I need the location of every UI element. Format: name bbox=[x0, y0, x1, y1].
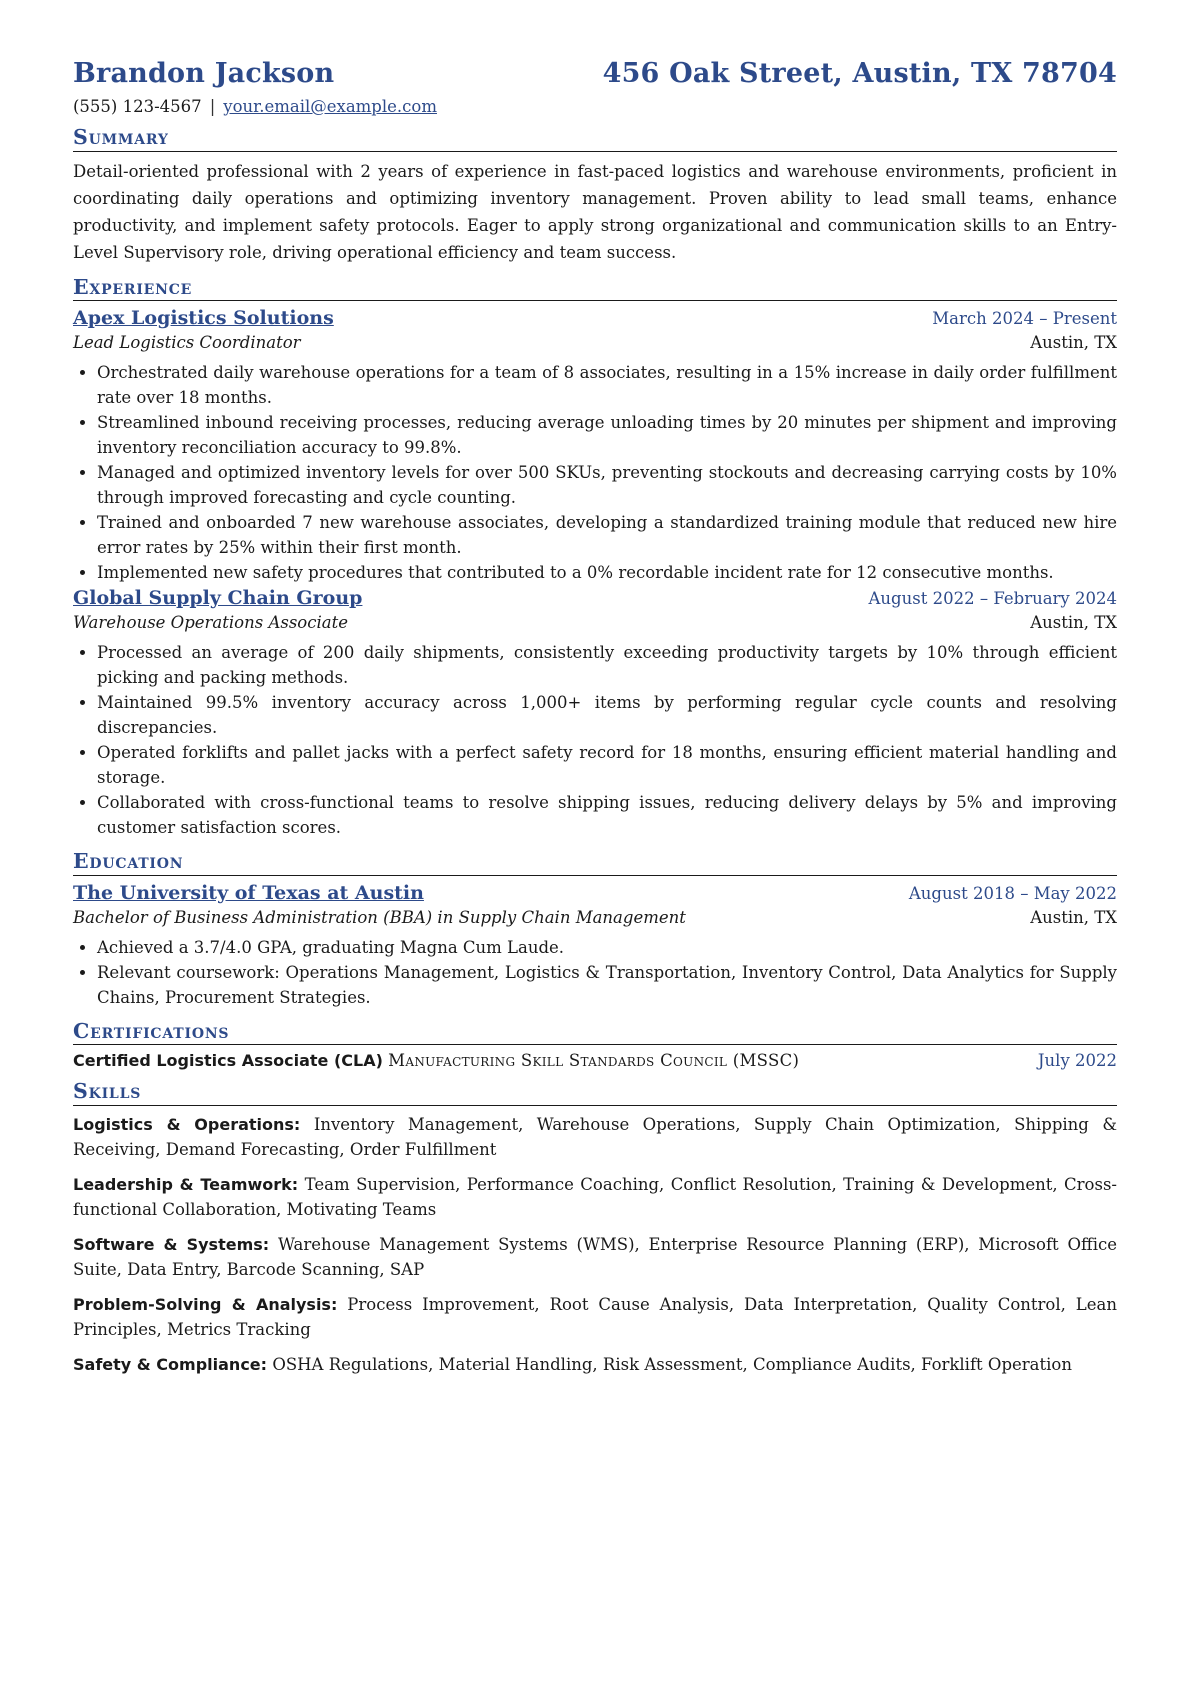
job-bullets bbox=[73, 640, 1117, 840]
bullet-item: • Collaborated with cross-functional teams to resolve shipping issues, reducing delivery delays by 5% and improving customer satisfaction scores. bbox=[97, 790, 1117, 840]
job-title: Lead Logistics Coordinator bbox=[73, 333, 301, 353]
job-title: Warehouse Operations Associate bbox=[73, 613, 348, 633]
certification-issuer: Manufacturing Skill Standards Council (MSSC) bbox=[388, 1051, 800, 1071]
skills-list bbox=[73, 1112, 1117, 1377]
degree-title: Bachelor of Business Administration (BBA) in Supply Chain Management bbox=[73, 907, 686, 927]
skill-group bbox=[73, 1292, 1117, 1342]
skill-group-items: Warehouse Management Systems (WMS), Enterprise Resource Planning (ERP), Microsoft Office Suite, Data Entry, Barcode Scanning, SAP bbox=[73, 1234, 1117, 1279]
skill-group-items: OSHA Regulations, Material Handling, Risk Assessment, Compliance Audits, Forklift Operation bbox=[272, 1354, 1072, 1374]
resume-header bbox=[73, 58, 1117, 89]
school-link[interactable]: The University of Texas at Austin bbox=[73, 881, 424, 904]
education-bullets bbox=[73, 935, 1117, 1010]
candidate-address: 456 Oak Street, Austin, TX 78704 bbox=[602, 58, 1117, 89]
bullet-item: • Relevant coursework: Operations Management, Logistics & Transportation, Inventory Control, Data Analytics for Supply Chains, Procurement Strategies. bbox=[97, 960, 1117, 1010]
education-location: Austin, TX bbox=[1030, 907, 1117, 927]
skill-group-label: Leadership & Teamwork: bbox=[73, 1174, 299, 1194]
bullet-item: • Implemented new safety procedures that contributed to a 0% recordable incident rate for 12 consecutive months. bbox=[97, 560, 1117, 585]
job-location: Austin, TX bbox=[1030, 613, 1117, 633]
email-link[interactable]: your.email@example.com bbox=[223, 97, 437, 116]
skill-group bbox=[73, 1172, 1117, 1222]
bullet-item: • Processed an average of 200 daily shipments, consistently exceeding productivity targets by 10% through efficient picking and packing methods. bbox=[97, 640, 1117, 690]
certification-name: Certified Logistics Associate (CLA) bbox=[73, 1051, 383, 1071]
skill-group-items: Team Supervision, Performance Coaching, Conflict Resolution, Training & Development, Cross-functional Collaboration, Motivating Teams bbox=[73, 1174, 1118, 1219]
bullet-item: • Operated forklifts and pallet jacks with a perfect safety record for 18 months, ensuring efficient material handling and storage. bbox=[97, 740, 1117, 790]
job-bullets bbox=[73, 360, 1117, 585]
skill-group-label: Safety & Compliance: bbox=[73, 1354, 268, 1374]
bullet-item: • Achieved a 3.7/4.0 GPA, graduating Magna Cum Laude. bbox=[97, 935, 1117, 960]
education-dates: August 2018 – May 2022 bbox=[908, 883, 1117, 903]
job-entry bbox=[73, 587, 1117, 840]
contact-separator: | bbox=[209, 97, 216, 116]
bullet-item: • Orchestrated daily warehouse operations for a team of 8 associates, resulting in a 15% increase in daily order fulfillment rate over 18 months. bbox=[97, 360, 1117, 410]
skill-group-items: Process Improvement, Root Cause Analysis, Data Interpretation, Quality Control, Lean Principles, Metrics Tracking bbox=[73, 1294, 1117, 1339]
candidate-name: Brandon Jackson bbox=[73, 58, 335, 89]
job-entry bbox=[73, 307, 1117, 585]
contact-line bbox=[73, 97, 1117, 116]
bullet-item: • Trained and onboarded 7 new warehouse associates, developing a standardized training module that reduced new hire error rates by 25% within their first month. bbox=[97, 510, 1117, 560]
company-link[interactable]: Apex Logistics Solutions bbox=[73, 307, 334, 330]
job-dates: March 2024 – Present bbox=[932, 309, 1117, 329]
phone-number: (555) 123-4567 bbox=[73, 97, 202, 116]
skills-heading: Skills bbox=[73, 1080, 1117, 1106]
skill-group-label: Software & Systems: bbox=[73, 1234, 270, 1254]
job-dates: August 2022 – February 2024 bbox=[868, 589, 1117, 609]
skill-group bbox=[73, 1112, 1117, 1162]
company-link[interactable]: Global Supply Chain Group bbox=[73, 587, 363, 610]
skill-group-items: Inventory Management, Warehouse Operations, Supply Chain Optimization, Shipping & Receiving, Demand Forecasting, Order Fulfillment bbox=[73, 1114, 1118, 1159]
bullet-item: • Streamlined inbound receiving processes, reducing average unloading times by 20 minutes per shipment and improving inventory reconciliation accuracy to 99.8%. bbox=[97, 410, 1117, 460]
bullet-item: • Managed and optimized inventory levels for over 500 SKUs, preventing stockouts and decreasing carrying costs by 10% through improved forecasting and cycle counting. bbox=[97, 460, 1117, 510]
certifications-heading: Certifications bbox=[73, 1020, 1117, 1046]
certification-date: July 2022 bbox=[1037, 1051, 1117, 1071]
certification-entry bbox=[73, 1051, 1117, 1070]
skill-group-label: Logistics & Operations: bbox=[73, 1114, 301, 1134]
bullet-item: • Maintained 99.5% inventory accuracy across 1,000+ items by performing regular cycle counts and resolving discrepancies. bbox=[97, 690, 1117, 740]
education-entry bbox=[73, 882, 1117, 1010]
skill-group bbox=[73, 1352, 1117, 1377]
job-location: Austin, TX bbox=[1030, 333, 1117, 353]
summary-text: Detail-oriented professional with 2 years of experience in fast-paced logistics and warehouse environments, proficient in coordinating daily operations and optimizing inventory management. Proven ability to lead small teams, enhance productivity, and implement safety protocols. Eager to apply strong organizational and communication skills to an Entry-Level Supervisory role, driving operational efficiency and team success. bbox=[73, 161, 1117, 262]
skill-group bbox=[73, 1232, 1117, 1282]
summary-heading: Summary bbox=[73, 126, 1117, 152]
education-heading: Education bbox=[73, 850, 1117, 876]
skill-group-label: Problem-Solving & Analysis: bbox=[73, 1294, 338, 1314]
experience-heading: Experience bbox=[73, 276, 1117, 302]
